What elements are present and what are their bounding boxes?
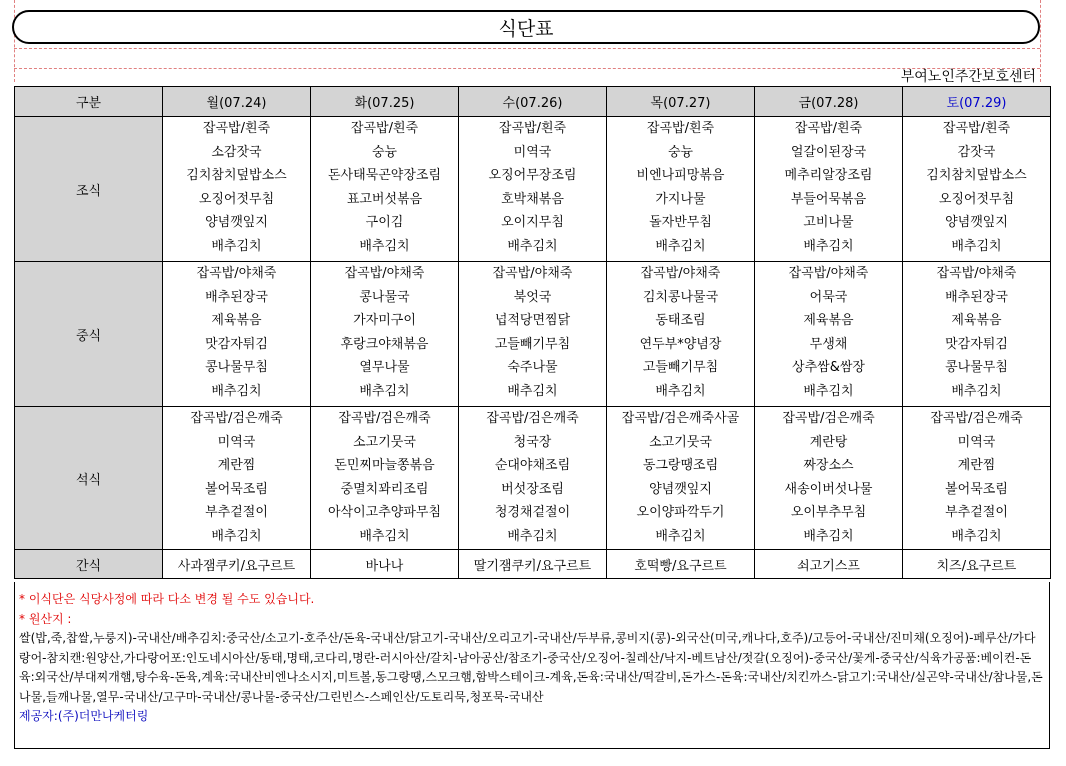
menu-item: 중멸치꽈리조림 [340, 481, 429, 497]
meal-label: 조식 [15, 117, 163, 262]
page-margin-guide [14, 0, 15, 82]
menu-item: 새송이버섯나물 [784, 481, 873, 497]
menu-item: 구이김 [365, 215, 404, 230]
page-margin-guide [14, 68, 1040, 69]
menu-item: 오이양파깍두기 [636, 505, 725, 520]
menu-item: 동태조림 [655, 313, 706, 328]
menu-item: 미역국 [513, 144, 552, 160]
organization-name: 부여노인주간보호센터 [900, 69, 1036, 85]
menu-item: 배추김치 [655, 238, 706, 254]
menu-item: 배추김치 [803, 383, 854, 399]
menu-cell [459, 407, 607, 550]
menu-item: 부추겉절이 [205, 505, 268, 520]
menu-item: 동그랑땡조림 [642, 458, 719, 473]
menu-item: 양념깻잎지 [205, 215, 268, 230]
menu-item: 호박채볶음 [501, 191, 564, 207]
menu-item: 잡곡밥/야채죽 [196, 266, 277, 281]
snack-item: 딸기잼쿠키/요구르트 [459, 550, 607, 579]
menu-item: 배추김치 [211, 528, 262, 544]
menu-item: 계란찜 [217, 458, 256, 473]
page-title-text: 식단표 [498, 17, 554, 40]
menu-item: 숙주나물 [507, 360, 558, 375]
menu-item: 잡곡밥/검은깨죽 [190, 411, 283, 426]
menu-cell [903, 262, 1051, 407]
supplier: 제공자:(주)더만나케터링 [19, 709, 149, 723]
menu-item: 어묵국 [809, 289, 848, 305]
menu-item: 잡곡밥/검은깨죽 [782, 411, 875, 426]
menu-item: 볼어묵조림 [205, 481, 268, 497]
menu-item: 오이부추무침 [790, 505, 867, 520]
menu-item: 배추김치 [655, 528, 706, 544]
snack-row [15, 550, 1051, 579]
menu-item: 김치참치덮밥소스 [186, 168, 287, 183]
menu-item: 잡곡밥/야채죽 [640, 266, 721, 281]
menu-item: 부들어묵볶음 [790, 191, 867, 207]
menu-item: 비엔나피망볶음 [636, 168, 725, 183]
meal-row [15, 407, 1051, 550]
snack-item: 호떡빵/요구르트 [607, 550, 755, 579]
menu-item: 감잣국 [957, 144, 996, 160]
menu-item: 열무나물 [359, 360, 410, 375]
menu-item: 미역국 [217, 434, 256, 450]
menu-item: 배추김치 [359, 528, 410, 544]
menu-item: 잡곡밥/흰죽 [794, 121, 863, 136]
menu-item: 소고기뭇국 [353, 434, 416, 450]
menu-item: 김치콩나물국 [642, 289, 719, 305]
menu-item: 볼어묵조림 [945, 481, 1008, 497]
menu-cell [903, 117, 1051, 262]
page-title [12, 10, 1040, 44]
meal-table-body [15, 117, 1051, 579]
menu-item: 배추김치 [211, 383, 262, 399]
menu-item: 잡곡밥/야채죽 [492, 266, 573, 281]
menu-item: 제육볶음 [211, 313, 262, 328]
menu-item: 상추쌈&쌈장 [792, 360, 865, 375]
menu-cell [163, 117, 311, 262]
page-margin-guide [1040, 0, 1041, 82]
menu-item: 배추김치 [507, 383, 558, 399]
menu-item: 미역국 [957, 434, 996, 450]
snack-label: 간식 [15, 550, 163, 579]
meal-label: 석식 [15, 407, 163, 550]
menu-cell [311, 407, 459, 550]
menu-item: 잡곡밥/흰죽 [350, 121, 419, 136]
menu-item: 잡곡밥/검은깨죽 [338, 411, 431, 426]
origin-title: * 원산지 : [19, 611, 72, 626]
menu-item: 배추된장국 [205, 289, 268, 305]
menu-item: 부추겉절이 [945, 505, 1008, 520]
menu-cell [607, 262, 755, 407]
menu-item: 청경채겉절이 [494, 505, 571, 520]
header-day-saturday: 토(07.29) [903, 87, 1051, 117]
meal-label: 중식 [15, 262, 163, 407]
menu-item: 콩나물국 [359, 289, 410, 305]
snack-item: 치즈/요구르트 [903, 550, 1051, 579]
menu-item: 배추된장국 [945, 289, 1008, 305]
menu-item: 계란탕 [809, 434, 848, 450]
menu-item: 메추리알장조림 [784, 168, 873, 183]
menu-item: 배추김치 [951, 528, 1002, 544]
menu-item: 잡곡밥/검은깨죽 [486, 411, 579, 426]
menu-item: 얼갈이된장국 [790, 144, 867, 160]
menu-item: 숭늉 [371, 144, 398, 160]
menu-item: 표고버섯볶음 [346, 191, 423, 207]
menu-item: 고들빼기무침 [494, 336, 571, 352]
menu-item: 버섯장조림 [501, 481, 564, 497]
menu-item: 잡곡밥/검은깨죽사골 [621, 411, 740, 426]
menu-item: 순대야채조림 [494, 458, 571, 473]
menu-cell [163, 407, 311, 550]
menu-item: 계란찜 [957, 458, 996, 473]
menu-item: 양념깻잎지 [945, 215, 1008, 230]
menu-cell [311, 117, 459, 262]
header-day: 월(07.24) [163, 87, 311, 117]
menu-item: 고비나물 [803, 215, 854, 230]
header-day: 금(07.28) [755, 87, 903, 117]
menu-item: 오징어무장조림 [488, 168, 577, 183]
menu-item: 배추김치 [803, 238, 854, 254]
menu-cell [459, 117, 607, 262]
menu-item: 돈민찌마늘쫑볶음 [334, 458, 435, 473]
menu-item: 오징어젓무침 [198, 191, 275, 207]
change-notice: * 이식단은 식당사정에 따라 다소 변경 될 수도 있습니다. [19, 592, 315, 606]
menu-cell [607, 117, 755, 262]
menu-item: 양념깻잎지 [649, 481, 712, 497]
menu-item: 배추김치 [951, 238, 1002, 254]
menu-cell [311, 262, 459, 407]
menu-item: 오징어젓무침 [938, 191, 1015, 207]
origin-list: 쌀(밥,죽,찹쌀,누룽지)-국내산/배추김치:중국산/소고기-호주산/돈육-국내산/닭고기-국내산/오리고기-국내산/두부류,콩비지(콩)-외국산(미국,캐나다,호주)/고등어-국내산/진미채(오징어)-페루산/가다랑어-참치캔:원양산,가다랑어포:인도네시아산/동태,명태,코다리,명란-러시아산/갈치-남아공산/참조기-중국산/오징어-칠레산/낙지-베트남산/젓갈(오징어)-중국산/꽃게-중국산/식육가공품:베이컨-돈육:외국산/부대찌개햄,탕수육-돈육,계육:국내산비엔나소시지,미트볼,동그랑땡,스모크햄,함박스테이크-계육,돈육:국내산/떡갈비,돈가스-돈육:국내산/치킨까스-닭고기:국내산/실곤약-국내산/참나물,돈나물,들깨나물,열무-국내산/고구마-국내산/콩나물-중국산/그린빈스-스페인산/도토리묵,청포묵-국내산 [19, 631, 1043, 704]
meal-row [15, 117, 1051, 262]
menu-item: 후랑크야채볶음 [340, 336, 429, 352]
menu-item: 배추김치 [803, 528, 854, 544]
menu-item: 맛감자튀김 [945, 336, 1008, 352]
header-day: 목(07.27) [607, 87, 755, 117]
menu-item: 연두부*양념장 [639, 336, 722, 352]
snack-item: 쇠고기스프 [755, 550, 903, 579]
meal-table [14, 86, 1051, 579]
menu-cell [459, 262, 607, 407]
meal-row [15, 262, 1051, 407]
menu-item: 배추김치 [655, 383, 706, 399]
menu-item: 소고기뭇국 [649, 434, 712, 450]
header-day: 수(07.26) [459, 87, 607, 117]
header-category: 구분 [15, 87, 163, 117]
menu-cell [607, 407, 755, 550]
snack-item: 바나나 [311, 550, 459, 579]
menu-item: 맛감자튀김 [205, 336, 268, 352]
menu-item: 잡곡밥/야채죽 [788, 266, 869, 281]
menu-cell [755, 117, 903, 262]
table-header-row [15, 87, 1051, 117]
menu-item: 넙적당면찜닭 [494, 313, 571, 328]
notes-section [14, 582, 1050, 749]
menu-item: 오이지무침 [501, 215, 564, 230]
menu-item: 숭늉 [667, 144, 694, 160]
menu-item: 가자미구이 [353, 313, 416, 328]
menu-item: 잡곡밥/흰죽 [498, 121, 567, 136]
menu-item: 잡곡밥/검은깨죽 [930, 411, 1023, 426]
menu-item: 배추김치 [507, 238, 558, 254]
menu-item: 돌자반무침 [649, 215, 712, 230]
menu-item: 배추김치 [359, 238, 410, 254]
page-margin-guide [14, 48, 1040, 49]
header-day: 화(07.25) [311, 87, 459, 117]
menu-item: 배추김치 [211, 238, 262, 254]
menu-item: 청국장 [513, 434, 552, 450]
menu-item: 콩나물무침 [205, 360, 268, 375]
menu-item: 아삭이고추양파무침 [327, 505, 442, 520]
menu-item: 김치참치덮밥소스 [926, 168, 1027, 183]
menu-item: 무생채 [809, 336, 848, 352]
menu-item: 콩나물무침 [945, 360, 1008, 375]
menu-item: 잡곡밥/흰죽 [646, 121, 715, 136]
menu-item: 고들빼기무침 [642, 360, 719, 375]
menu-item: 잡곡밥/흰죽 [202, 121, 271, 136]
menu-item: 잡곡밥/흰죽 [942, 121, 1011, 136]
menu-cell [755, 262, 903, 407]
menu-cell [903, 407, 1051, 550]
menu-item: 제육볶음 [803, 313, 854, 328]
menu-item: 배추김치 [951, 383, 1002, 399]
menu-item: 짜장소스 [803, 458, 854, 473]
menu-item: 배추김치 [359, 383, 410, 399]
snack-item: 사과잼쿠키/요구르트 [163, 550, 311, 579]
menu-item: 잡곡밥/야채죽 [936, 266, 1017, 281]
menu-cell [163, 262, 311, 407]
menu-cell [755, 407, 903, 550]
menu-item: 소감잣국 [211, 144, 262, 160]
menu-item: 제육볶음 [951, 313, 1002, 328]
menu-item: 북엇국 [513, 289, 552, 305]
menu-item: 돈사태묵곤약장조림 [327, 168, 442, 183]
menu-item: 배추김치 [507, 528, 558, 544]
menu-item: 잡곡밥/야채죽 [344, 266, 425, 281]
menu-item: 가지나물 [655, 191, 706, 207]
